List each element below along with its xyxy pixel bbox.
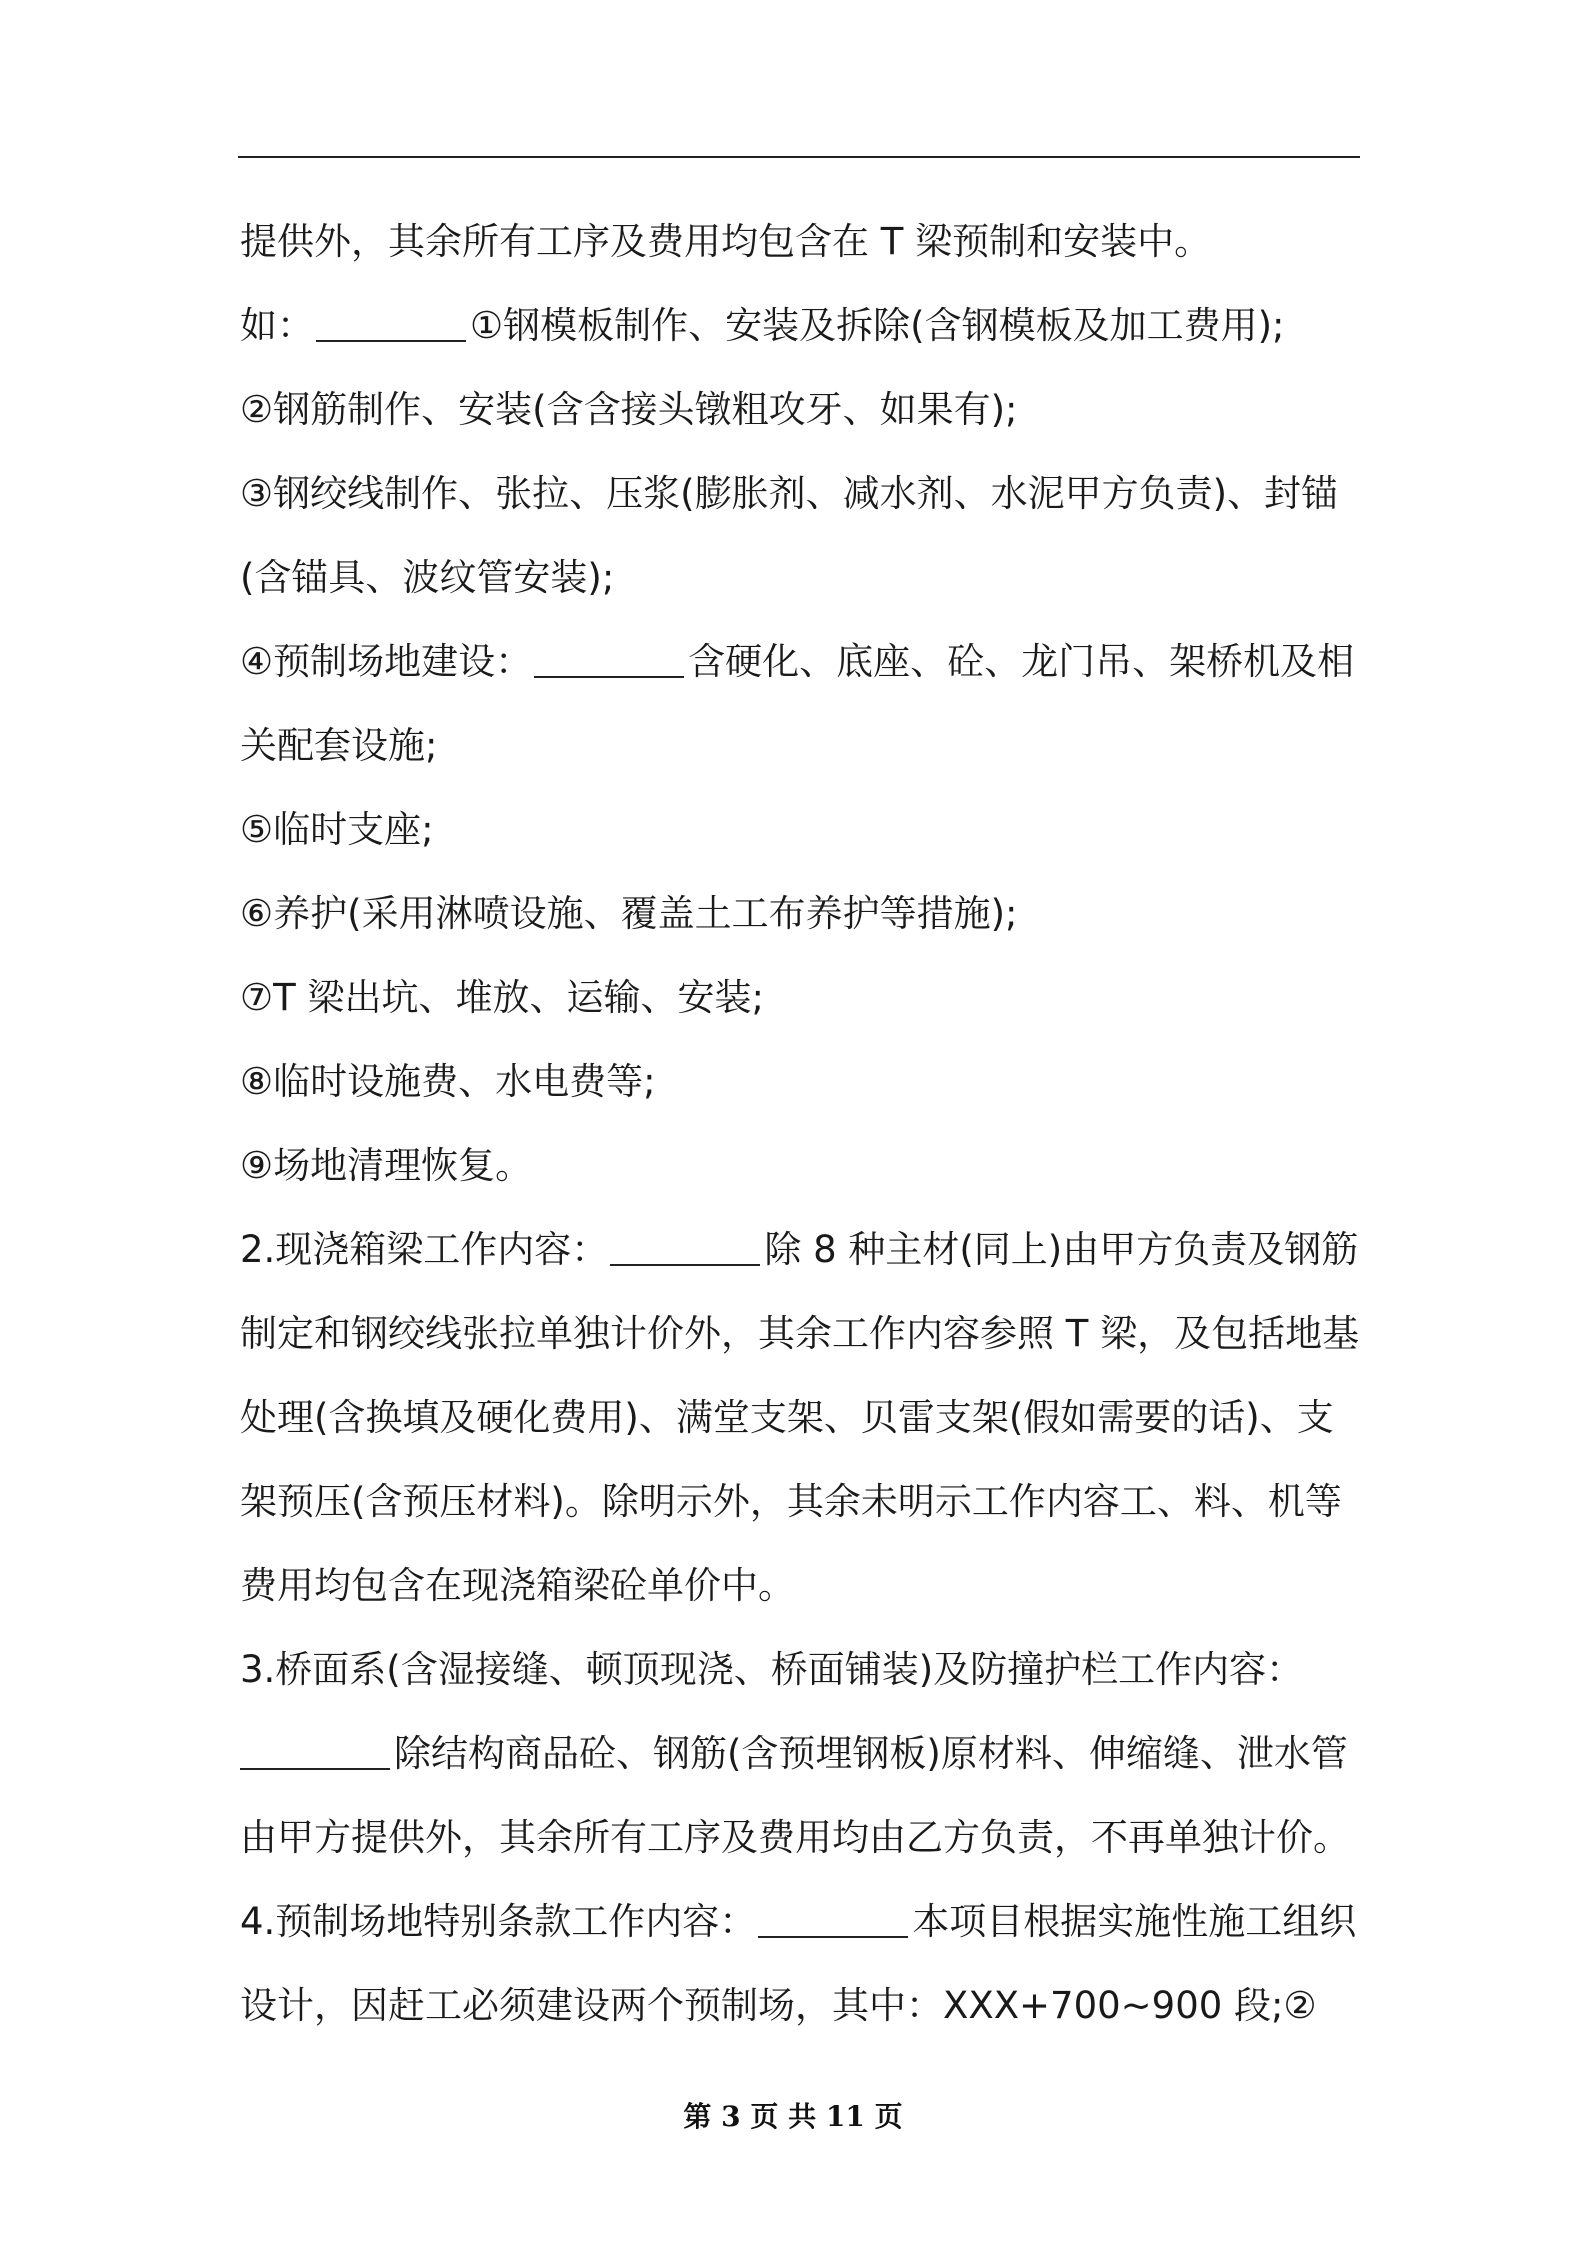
text-line-with-blank xyxy=(240,1712,1362,1796)
line-suffix: 本项目根据实施性施工组织 xyxy=(912,1900,1357,1943)
line-prefix: 如： xyxy=(240,304,314,347)
fill-in-blank[interactable] xyxy=(316,340,466,342)
line-prefix: ④预制场地建设： xyxy=(240,640,533,683)
line-prefix: 4.预制场地特别条款工作内容： xyxy=(240,1900,757,1943)
text-line: ⑥养护(采用淋喷设施、覆盖土工布养护等措施); xyxy=(240,892,1018,935)
text-line-with-blank xyxy=(240,284,1362,368)
text-line-with-blank xyxy=(240,1208,1362,1292)
text-line: ③钢绞线制作、张拉、压浆(膨胀剂、减水剂、水泥甲方负责)、封锚 xyxy=(240,472,1339,515)
fill-in-blank[interactable] xyxy=(610,1264,760,1266)
text-line: (含锚具、波纹管安装); xyxy=(240,556,615,599)
text-line: ⑤临时支座; xyxy=(240,808,434,851)
text-line: ⑧临时设施费、水电费等; xyxy=(240,1060,656,1103)
line-suffix: 含硬化、底座、砼、龙门吊、架桥机及相 xyxy=(688,640,1355,683)
text-line-with-blank xyxy=(240,620,1362,704)
text-line: 关配套设施; xyxy=(240,724,438,767)
text-line: 费用均包含在现浇箱梁砼单价中。 xyxy=(240,1564,795,1607)
document-body xyxy=(240,200,1362,2048)
text-line: 架预压(含预压材料)。除明示外，其余未明示工作内容工、料、机等 xyxy=(240,1480,1342,1523)
header-rule xyxy=(238,156,1360,158)
text-line: 3.桥面系(含湿接缝、顿顶现浇、桥面铺装)及防撞护栏工作内容： xyxy=(240,1648,1304,1691)
text-line: 处理(含换填及硬化费用)、满堂支架、贝雷支架(假如需要的话)、支 xyxy=(240,1396,1334,1439)
line-suffix: ①钢模板制作、安装及拆除(含钢模板及加工费用); xyxy=(470,304,1285,347)
line-suffix: 除 8 种主材(同上)由甲方负责及钢筋 xyxy=(764,1228,1359,1271)
fill-in-blank[interactable] xyxy=(240,1768,390,1770)
text-line: ⑨场地清理恢复。 xyxy=(240,1144,533,1187)
fill-in-blank[interactable] xyxy=(534,676,684,678)
text-line: 由甲方提供外，其余所有工序及费用均由乙方负责，不再单独计价。 xyxy=(240,1816,1350,1859)
text-line-with-blank xyxy=(240,1880,1362,1964)
text-line: 设计，因赶工必须建设两个预制场，其中：XXX+700~900 段;② xyxy=(240,1984,1317,2027)
line-suffix: 除结构商品砼、钢筋(含预埋钢板)原材料、伸缩缝、泄水管 xyxy=(394,1732,1348,1775)
text-line: 制定和钢绞线张拉单独计价外，其余工作内容参照 T 梁，及包括地基 xyxy=(240,1312,1360,1355)
text-line: 提供外，其余所有工序及费用均包含在 T 梁预制和安装中。 xyxy=(240,220,1212,263)
text-line: ②钢筋制作、安装(含含接头镦粗攻牙、如果有); xyxy=(240,388,1018,431)
page-number-footer: 第 3 页 共 11 页 xyxy=(683,2100,903,2133)
text-line: ⑦T 梁出坑、堆放、运输、安装; xyxy=(240,976,764,1019)
line-prefix: 2.现浇箱梁工作内容： xyxy=(240,1228,609,1271)
fill-in-blank[interactable] xyxy=(758,1936,908,1938)
